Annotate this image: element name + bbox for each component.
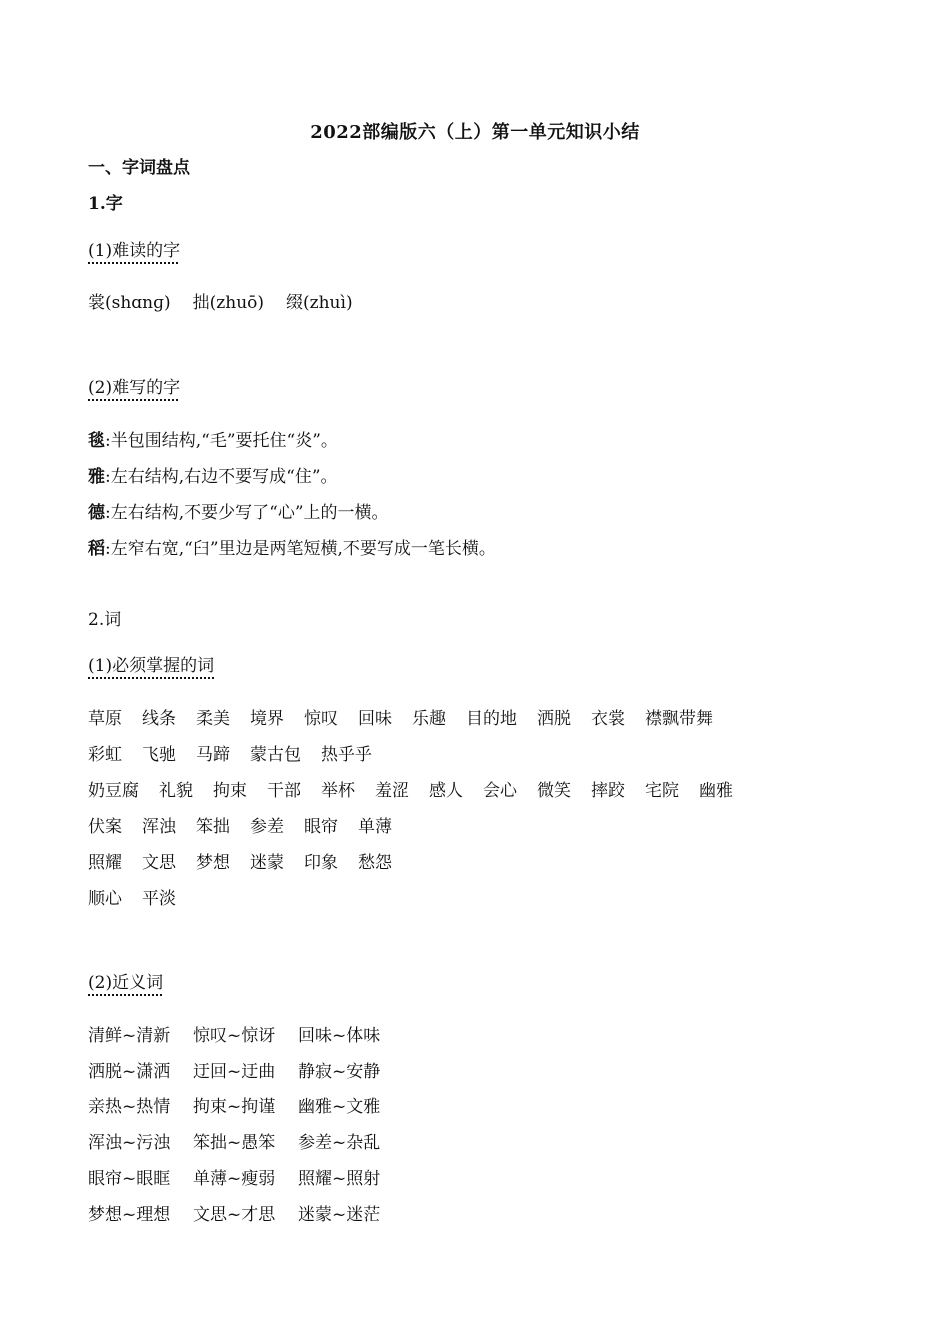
word-item: 文思 [142, 853, 176, 873]
word-item: 浑浊 [142, 817, 176, 837]
synonym-row [88, 1164, 403, 1189]
word-item: 宅院 [645, 781, 679, 801]
word-item: 单薄 [358, 817, 392, 837]
word-item: 举杯 [321, 781, 355, 801]
hard-read-item: 裳(shɑnɡ) [88, 293, 171, 313]
synonym-pair: 照耀~照射 [298, 1169, 381, 1189]
word-item: 微笑 [537, 781, 571, 801]
synonym-pair: 笨拙~愚笨 [193, 1133, 276, 1153]
word-item: 奶豆腐 [88, 781, 139, 801]
word-item: 参差 [250, 817, 284, 837]
word-item: 梦想 [196, 853, 230, 873]
synonym-row [88, 1128, 403, 1153]
word-item: 会心 [483, 781, 517, 801]
word-row [88, 740, 392, 765]
section-heading: 一、字词盘点 [88, 158, 190, 178]
synonym-row [88, 1057, 403, 1082]
hard-write-item [88, 498, 389, 523]
word-item: 目的地 [466, 709, 517, 729]
must-master-heading: (1)必须掌握的词 [88, 656, 215, 676]
word-item: 拘束 [213, 781, 247, 801]
hard-read-heading: (1)难读的字 [88, 241, 181, 261]
word-item: 羞涩 [375, 781, 409, 801]
synonym-pair: 拘束~拘谨 [193, 1097, 276, 1117]
word-item: 蒙古包 [250, 745, 301, 765]
synonym-pair: 幽雅~文雅 [298, 1097, 381, 1117]
word-item: 境界 [250, 709, 284, 729]
synonym-pair: 亲热~热情 [88, 1097, 171, 1117]
word-item: 照耀 [88, 853, 122, 873]
hard-write-char: 雅 [88, 467, 105, 487]
hard-write-note: :半包围结构,“毛”要托住“炎”。 [105, 431, 338, 451]
hard-write-char: 德 [88, 503, 105, 523]
word-item: 幽雅 [699, 781, 733, 801]
word-item: 顺心 [88, 889, 122, 909]
synonym-pair: 参差~杂乱 [298, 1133, 381, 1153]
synonym-pair: 洒脱~潇洒 [88, 1062, 171, 1082]
word-item: 平淡 [142, 889, 176, 909]
page-title: 2022部编版六（上）第一单元知识小结 [310, 122, 640, 143]
synonym-row [88, 1021, 403, 1046]
hard-write-heading: (2)难写的字 [88, 378, 181, 398]
synonym-pair: 清鲜~清新 [88, 1026, 171, 1046]
synonym-row [88, 1200, 403, 1225]
word-item: 迷蒙 [250, 853, 284, 873]
word-row [88, 704, 733, 729]
word-item: 柔美 [196, 709, 230, 729]
word-item: 摔跤 [591, 781, 625, 801]
word-item: 马蹄 [196, 745, 230, 765]
synonym-pair: 梦想~理想 [88, 1205, 171, 1225]
hard-write-note: :左右结构,右边不要写成“住”。 [105, 467, 338, 487]
hard-read-list [88, 288, 375, 313]
hard-write-item [88, 462, 338, 487]
word-item: 印象 [304, 853, 338, 873]
synonym-row [88, 1092, 403, 1117]
word-item: 衣裳 [591, 709, 625, 729]
word-item: 伏案 [88, 817, 122, 837]
word-item: 干部 [267, 781, 301, 801]
word-item: 惊叹 [304, 709, 338, 729]
word-item: 感人 [429, 781, 463, 801]
word-item: 热乎乎 [321, 745, 372, 765]
hard-read-item: 拙(zhuō) [192, 293, 265, 313]
word-row [88, 812, 412, 837]
hard-write-char: 稻 [88, 539, 105, 559]
hard-write-note: :左窄右宽,“臼”里边是两笔短横,不要写成一笔长横。 [105, 539, 496, 559]
word-row [88, 884, 196, 909]
hard-write-item [88, 426, 338, 451]
hard-read-item: 缀(zhuì) [286, 293, 353, 313]
hard-write-char: 毯 [88, 431, 105, 451]
word-item: 礼貌 [159, 781, 193, 801]
word-item: 襟飘带舞 [645, 709, 713, 729]
synonym-pair: 文思~才思 [193, 1205, 276, 1225]
synonym-pair: 迂回~迂曲 [193, 1062, 276, 1082]
word-item: 愁怨 [358, 853, 392, 873]
synonym-pair: 浑浊~污浊 [88, 1133, 171, 1153]
word-item: 洒脱 [537, 709, 571, 729]
synonym-pair: 惊叹~惊讶 [193, 1026, 276, 1046]
synonym-pair: 静寂~安静 [298, 1062, 381, 1082]
word-row [88, 776, 753, 801]
word-item: 眼帘 [304, 817, 338, 837]
word-item: 草原 [88, 709, 122, 729]
word-row [88, 848, 412, 873]
subsection-zi: 1.字 [88, 194, 123, 214]
word-item: 回味 [358, 709, 392, 729]
hard-write-note: :左右结构,不要少写了“心”上的一横。 [105, 503, 389, 523]
hard-write-item [88, 534, 496, 559]
subsection-ci: 2.词 [88, 610, 122, 630]
word-item: 线条 [142, 709, 176, 729]
synonym-pair: 单薄~瘦弱 [193, 1169, 276, 1189]
synonym-pair: 眼帘~眼眶 [88, 1169, 171, 1189]
word-item: 乐趣 [412, 709, 446, 729]
synonym-pair: 回味~体味 [298, 1026, 381, 1046]
word-item: 彩虹 [88, 745, 122, 765]
synonym-pair: 迷蒙~迷茫 [298, 1205, 381, 1225]
synonyms-heading: (2)近义词 [88, 973, 164, 993]
word-item: 飞驰 [142, 745, 176, 765]
word-item: 笨拙 [196, 817, 230, 837]
